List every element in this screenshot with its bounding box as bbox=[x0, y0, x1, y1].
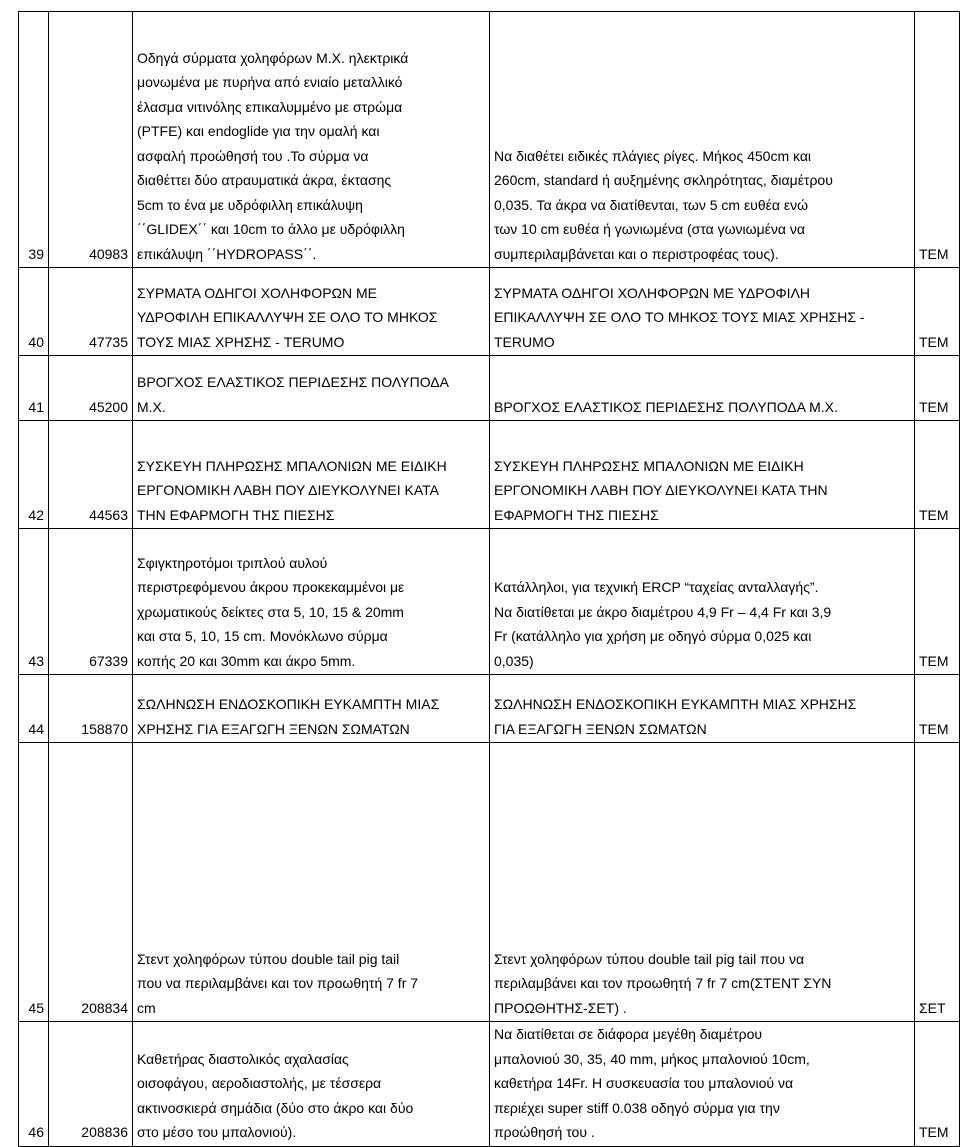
description-text: ΣΥΡΜΑΤΑ ΟΔΗΓΟΙ ΧΟΛΗΦΟΡΩΝ ΜΕ ΥΔΡΟΦΙΛΗ ΕΠΙΚΑΛΛΥΨΗ ΣΕ ΟΛΟ ΤΟ ΜΗΚΟΣ ΤΟΥΣ ΜΙΑΣ ΧΡΗΣΗΣ - TERUMO bbox=[137, 284, 438, 350]
item-code: 40983 bbox=[49, 12, 133, 268]
table-row bbox=[19, 268, 960, 356]
item-description bbox=[133, 529, 490, 675]
item-code: 158870 bbox=[49, 675, 133, 743]
item-specification bbox=[490, 529, 915, 675]
item-unit: ΤΕΜ bbox=[915, 675, 960, 743]
item-number: 46 bbox=[19, 1022, 49, 1147]
item-number: 42 bbox=[19, 421, 49, 529]
item-specification bbox=[490, 675, 915, 743]
specification-text: Να διατίθεται σε διάφορα μεγέθη διαμέτρου μπαλονιού 30, 35, 40 mm, μήκος μπαλονιού 10cm, καθετήρα 14Fr. Η συσκευασία του μπαλονιού να περιέχει super stiff 0.038 οδηγό σύρμα για την προώθησή του . bbox=[494, 1026, 810, 1140]
item-code: 45200 bbox=[49, 356, 133, 421]
specification-text: Να διαθέτει ειδικές πλάγιες ρίγες. Μήκος 450cm και 260cm, standard ή αυξημένης σκληρότητας, διαμέτρου 0,035. Τα άκρα να διατίθενται, των 5 cm ευθέα ενώ των 10 cm ευθέα ή γωνιωμένα (στα γωνιωμένα να συμπεριλαμβάνεται και ο περιστροφέας τους). bbox=[494, 147, 833, 262]
specification-text: Στεντ χοληφόρων τύπου double tail pig tail που να περιλαμβάνει και τον προωθητή 7 fr 7 cm(ΣΤΕΝΤ ΣΥΝ ΠΡΟΩΘΗΤΗΣ-ΣΕΤ) . bbox=[494, 950, 832, 1016]
description-text: Καθετήρας διαστολικός αχαλασίας οισοφάγου, αεροδιαστολής, με τέσσερα ακτινοσκιερά σημάδια (δύο στο άκρο και δύο στο μέσο του μπαλονιού). bbox=[137, 1050, 414, 1140]
table-row bbox=[19, 12, 960, 268]
item-specification bbox=[490, 356, 915, 421]
item-specification bbox=[490, 421, 915, 529]
table-row bbox=[19, 1022, 960, 1147]
item-code: 44563 bbox=[49, 421, 133, 529]
description-text: ΒΡΟΓΧΟΣ ΕΛΑΣΤΙΚΟΣ ΠΕΡΙΔΕΣΗΣ ΠΟΛΥΠΟΔΑ Μ.Χ. bbox=[137, 374, 449, 415]
specification-text: ΣΥΡΜΑΤΑ ΟΔΗΓΟΙ ΧΟΛΗΦΟΡΩΝ ΜΕ ΥΔΡΟΦΙΛΗ ΕΠΙΚΑΛΛΥΨΗ ΣΕ ΟΛΟ ΤΟ ΜΗΚΟΣ ΤΟΥΣ ΜΙΑΣ ΧΡΗΣΗΣ - TERUMO bbox=[494, 284, 865, 350]
item-specification bbox=[490, 12, 915, 268]
table-row bbox=[19, 529, 960, 675]
item-code: 208834 bbox=[49, 743, 133, 1022]
item-description bbox=[133, 743, 490, 1022]
item-unit: ΤΕΜ bbox=[915, 529, 960, 675]
item-unit: ΤΕΜ bbox=[915, 12, 960, 268]
description-text: Οδηγά σύρματα χοληφόρων Μ.Χ. ηλεκτρικά μονωμένα με πυρήνα από ενιαίο μεταλλικό έλασμα νιτινόλης επικαλυμμένο με στρώμα (PTFE) και endoglide για την ομαλή και ασφαλή προώθησή του .Το σύρμα να διαθέττει δύο ατραυματικά άκρα, έκτασης 5cm το ένα με υδρόφιλλη επικάλυψη ΄΄GLIDEX΄΄ και 10cm το άλλο με υδρόφιλλη επικάλυψη ΄΄HYDROPASS΄΄. bbox=[137, 49, 409, 262]
description-text: Σφιγκτηροτόμοι τριπλού αυλού περιστρεφόμενου άκρου προκεκαμμένοι με χρωματικούς δείκτες στα 5, 10, 15 & 20mm και στα 5, 10, 15 cm. Μονόκλωνο σύρμα κοπής 20 και 30mm και άκρο 5mm. bbox=[137, 554, 405, 669]
item-number: 40 bbox=[19, 268, 49, 356]
item-number: 39 bbox=[19, 12, 49, 268]
specification-text: ΣΥΣΚΕΥΗ ΠΛΗΡΩΣΗΣ ΜΠΑΛΟΝΙΩΝ ΜΕ ΕΙΔΙΚΗ ΕΡΓΟΝΟΜΙΚΗ ΛΑΒΗ ΠΟΥ ΔΙΕΥΚΟΛΥΝΕΙ ΚΑΤΑ ΤΗΝ ΕΦΑΡΜΟΓΗ ΤΗΣ ΠΙΕΣΗΣ bbox=[494, 457, 828, 523]
table-row bbox=[19, 421, 960, 529]
item-specification bbox=[490, 743, 915, 1022]
item-number: 44 bbox=[19, 675, 49, 743]
item-number: 41 bbox=[19, 356, 49, 421]
table-row bbox=[19, 356, 960, 421]
description-text: ΣΩΛΗΝΩΣΗ ΕΝΔΟΣΚΟΠΙΚΗ ΕΥΚΑΜΠΤΗ ΜΙΑΣ ΧΡΗΣΗΣ ΓΙΑ ΕΞΑΓΩΓΗ ΞΕΝΩΝ ΣΩΜΑΤΩΝ bbox=[137, 696, 440, 737]
item-description bbox=[133, 12, 490, 268]
item-description bbox=[133, 1022, 490, 1147]
description-text: Στεντ χοληφόρων τύπου double tail pig tail που να περιλαμβάνει και τον προωθητή 7 fr 7 cm bbox=[137, 950, 419, 1016]
item-number: 43 bbox=[19, 529, 49, 675]
specification-text: Κατάλληλοι, για τεχνική ERCP “ταχείας ανταλλαγής”. Να διατίθεται με άκρο διαμέτρου 4,9 Fr – 4,4 Fr και 3,9 Fr (κατάλληλο για χρήση με οδηγό σύρμα 0,025 και 0,035) bbox=[494, 579, 832, 669]
item-unit: ΤΕΜ bbox=[915, 421, 960, 529]
specification-text: ΣΩΛΗΝΩΣΗ ΕΝΔΟΣΚΟΠΙΚΗ ΕΥΚΑΜΠΤΗ ΜΙΑΣ ΧΡΗΣΗΣ ΓΙΑ ΕΞΑΓΩΓΗ ΞΕΝΩΝ ΣΩΜΑΤΩΝ bbox=[494, 696, 857, 737]
item-unit: ΣΕΤ bbox=[915, 743, 960, 1022]
item-code: 208836 bbox=[49, 1022, 133, 1147]
item-unit: ΤΕΜ bbox=[915, 356, 960, 421]
tender-items-table bbox=[18, 11, 960, 1147]
table-row bbox=[19, 743, 960, 1022]
item-number: 45 bbox=[19, 743, 49, 1022]
specification-text: ΒΡΟΓΧΟΣ ΕΛΑΣΤΙΚΟΣ ΠΕΡΙΔΕΣΗΣ ΠΟΛΥΠΟΔΑ Μ.Χ. bbox=[494, 398, 838, 415]
item-description bbox=[133, 675, 490, 743]
item-unit: ΤΕΜ bbox=[915, 268, 960, 356]
item-unit: ΤΕΜ bbox=[915, 1022, 960, 1147]
item-description bbox=[133, 268, 490, 356]
item-description bbox=[133, 421, 490, 529]
item-specification bbox=[490, 1022, 915, 1147]
item-code: 67339 bbox=[49, 529, 133, 675]
item-description bbox=[133, 356, 490, 421]
description-text: ΣΥΣΚΕΥΗ ΠΛΗΡΩΣΗΣ ΜΠΑΛΟΝΙΩΝ ΜΕ ΕΙΔΙΚΗ ΕΡΓΟΝΟΜΙΚΗ ΛΑΒΗ ΠΟΥ ΔΙΕΥΚΟΛΥΝΕΙ ΚΑΤΑ ΤΗΝ ΕΦΑΡΜΟΓΗ ΤΗΣ ΠΙΕΣΗΣ bbox=[137, 457, 447, 523]
item-specification bbox=[490, 268, 915, 356]
item-code: 47735 bbox=[49, 268, 133, 356]
table-row bbox=[19, 675, 960, 743]
